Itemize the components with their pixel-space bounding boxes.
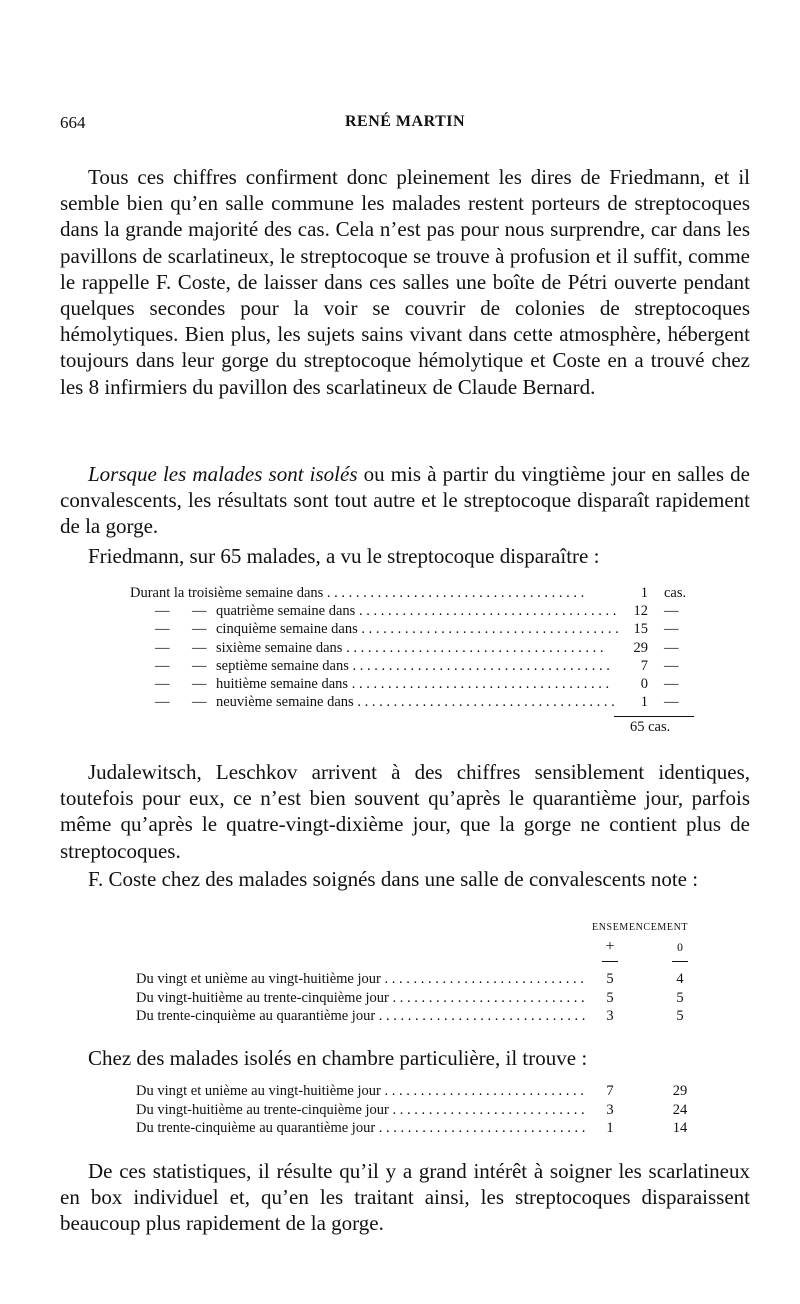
- table-row: — — huitième semaine dans . . . 0 —: [130, 675, 690, 693]
- paragraph-3: Friedmann, sur 65 malades, a vu le streptocoque disparaître :: [88, 544, 600, 568]
- row-label: huitième semaine dans . . .: [216, 675, 622, 693]
- row-unit: —: [664, 603, 679, 620]
- positive-value: 5: [606, 971, 614, 987]
- row-label: Du vingt et unième au vingt-huitième jour . . .: [136, 970, 588, 989]
- row-unit: —: [664, 621, 679, 638]
- weeks-table: [130, 584, 690, 735]
- row-value: 7: [640, 657, 648, 674]
- total-rule: [614, 716, 694, 717]
- row-label: sixième semaine dans . . .: [216, 639, 622, 657]
- row-label: Du vingt-huitième au trente-cinquième jour . . .: [136, 989, 588, 1008]
- paragraph-1: Tous ces chiffres confirment donc pleinement les dires de Friedmann, et il semble bien qu’en salle commune les malades restent porteurs de streptocoques dans la grande majorité des cas. Cela n’est pas pour nous surprendre, car dans les pavillons de scarlatineux, le streptocoque se trouve à profusion et il suffit, comme le rappelle F. Coste, de laisser dans ces salles une boîte de Pétri ouverte pendant quelques secondes pour la voir se couvrir de colonies de streptocoques hémolytiques. Bien plus, les sujets sains vivant dans cette atmosphère, hébergent toujours dans leur gorge du streptocoque hémolytique et Coste en a trouvé chez les 8 infirmiers du pavillon des scarlatineux de Claude Bernard.: [60, 165, 750, 399]
- row-label: quatrième semaine dans . . .: [216, 602, 622, 620]
- row-label: Du vingt et unième au vingt-huitième jour . . .: [136, 1082, 588, 1101]
- negative-value: 5: [676, 1008, 684, 1024]
- negative-value: 4: [676, 971, 684, 987]
- running-head: RENÉ MARTIN: [344, 113, 466, 130]
- plus-column-rule: [602, 961, 618, 962]
- row-unit: —: [664, 694, 679, 711]
- table-row: [136, 1007, 706, 1026]
- table-row: — — sixième semaine dans . . . 29 —: [130, 639, 690, 657]
- page-number: 664: [60, 113, 86, 132]
- table-row: — — cinquième semaine dans . . . 15 —: [130, 620, 690, 638]
- row-value: 29: [633, 639, 648, 656]
- table-row: [136, 1082, 706, 1101]
- table-row: [136, 989, 706, 1008]
- row-value: 0: [640, 675, 648, 692]
- isolated-table: [136, 1082, 706, 1138]
- positive-value: 1: [606, 1120, 614, 1136]
- paragraph-5: F. Coste chez des malades soignés dans une salle de convalescents note :: [88, 867, 699, 891]
- paragraph-4: Judalewitsch, Leschkov arrivent à des chiffres sensiblement identiques, toutefois pour eux, ce n’est bien souvent qu’après le quarantième jour, parfois même qu’après le quatre-vingt-dixième jour, que la gorge ne contient plus de streptocoques.: [60, 760, 750, 863]
- paragraph-7: De ces statistiques, il résulte qu’il y a grand intérêt à soigner les scarlatineux en box individuel et, qu’en les traitant ainsi, les streptocoques disparaissent beaucoup plus rapidement de la gorge.: [60, 1159, 750, 1236]
- table-row: [136, 1101, 706, 1120]
- row-label: Durant la troisième semaine dans . . .: [130, 584, 622, 602]
- convalescents-table: [136, 970, 706, 1026]
- row-label: Du trente-cinquième au quarantième jour . . .: [136, 1119, 588, 1138]
- paragraph-2: [60, 461, 750, 540]
- negative-value: 29: [672, 1083, 688, 1099]
- zero-column-heading: 0: [677, 940, 683, 954]
- paragraph-2-rest: ou mis à partir du vingtième jour en salles de convalescents, les résultats sont tout autre et le streptocoque disparaît rapidement de la gorge.: [60, 462, 750, 539]
- row-label: cinquième semaine dans . . .: [216, 620, 622, 638]
- row-label: Du vingt-huitième au trente-cinquième jour . . .: [136, 1101, 588, 1120]
- page-header: [60, 113, 750, 137]
- row-value: 1: [640, 694, 648, 711]
- table-row: — — septième semaine dans . . . 7 —: [130, 657, 690, 675]
- row-unit: —: [664, 639, 679, 656]
- negative-value: 5: [676, 989, 684, 1006]
- table-row: [136, 970, 706, 989]
- weeks-total: 65 cas.: [630, 719, 671, 735]
- row-unit: cas.: [664, 585, 687, 601]
- row-value: 1: [640, 585, 648, 601]
- table-row: [130, 584, 690, 602]
- row-unit: —: [664, 675, 679, 692]
- positive-value: 3: [606, 1008, 614, 1024]
- paragraph-2-italic: Lorsque les malades sont isolés: [88, 462, 358, 486]
- negative-value: 14: [672, 1120, 688, 1136]
- ensemencement-heading: ENSEMENCEMENT: [592, 922, 689, 933]
- row-unit: —: [664, 657, 679, 674]
- table-row: [136, 1119, 706, 1138]
- positive-value: 3: [606, 1101, 614, 1118]
- table-row: — — quatrième semaine dans . . . 12 —: [130, 602, 690, 620]
- row-value: 12: [633, 603, 648, 620]
- row-value: 15: [633, 621, 648, 638]
- negative-value: 24: [672, 1101, 688, 1118]
- row-label: Du trente-cinquième au quarantième jour . . .: [136, 1007, 588, 1026]
- row-label: septième semaine dans . . .: [216, 657, 622, 675]
- positive-value: 7: [606, 1083, 614, 1099]
- plus-column-heading: +: [605, 938, 615, 955]
- paragraph-6: Chez des malades isolés en chambre particulière, il trouve :: [88, 1046, 588, 1070]
- row-label: neuvième semaine dans . . .: [216, 693, 622, 711]
- positive-value: 5: [606, 989, 614, 1006]
- zero-column-rule: [672, 961, 688, 962]
- table-row: — — neuvième semaine dans . . . 1 —: [130, 693, 690, 711]
